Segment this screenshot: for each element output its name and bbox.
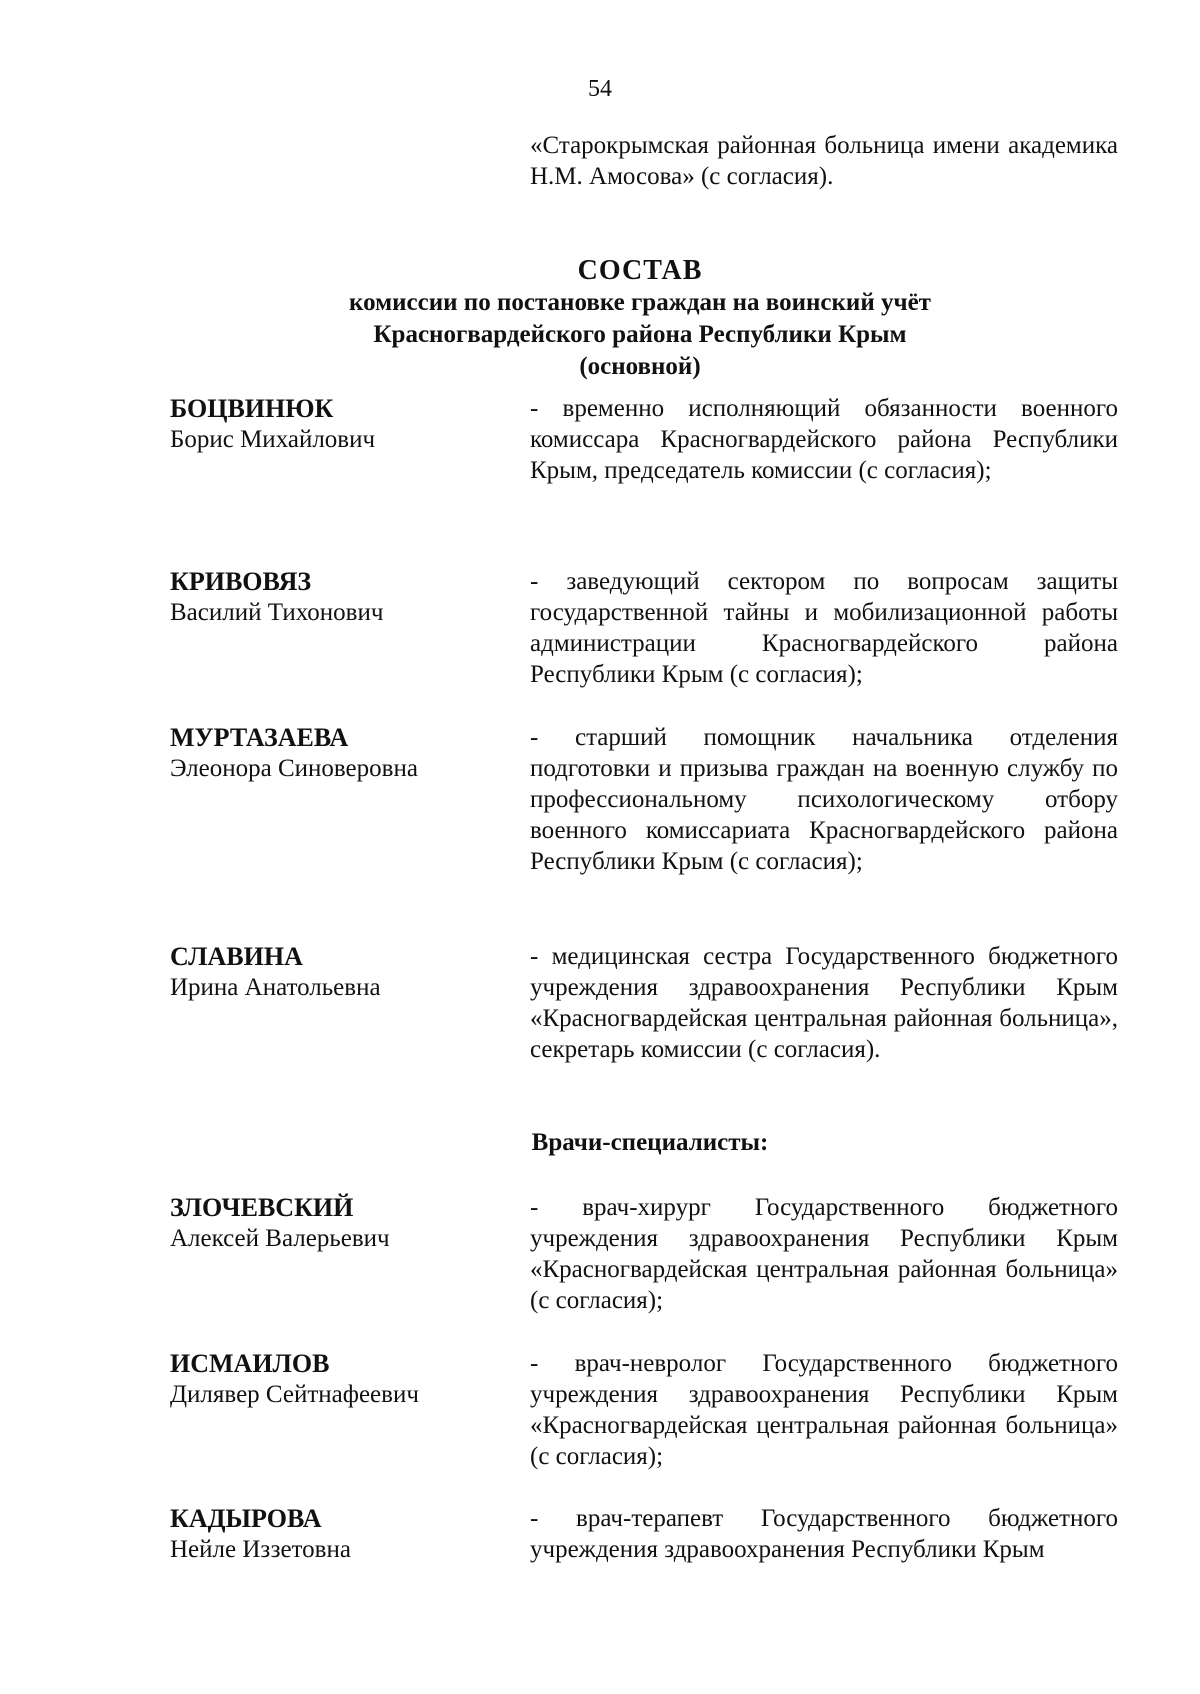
member-given-name: Элеонора Синоверовна [170,755,418,782]
document-title [160,255,1120,383]
member-surname: БОЦВИНЮК [170,394,334,423]
specialist-role: - врач-хирург Государственного бюджетного учреждения здравоохранения Республики Крым «Красногвардейская центральная районная больница» (с согласия); [530,1194,1118,1314]
member-role: - временно исполняющий обязанности военного комиссара Красногвардейского района Республики Крым, председатель комиссии (с согласия); [530,395,1118,484]
page-number: 54 [588,76,612,102]
specialist-role: - врач-терапевт Государственного бюджетного учреждения здравоохранения Республики Крым [530,1505,1118,1563]
continuation-text: «Старокрымская районная больница имени академика Н.М. Амосова» (с согласия). [530,132,1118,190]
member-given-name: Василий Тихонович [170,599,384,626]
specialist-given-name: Нейле Иззетовна [170,1536,351,1563]
specialist-role: - врач-невролог Государственного бюджетного учреждения здравоохранения Республики Крым «Красногвардейская центральная районная больница» (с согласия); [530,1350,1118,1470]
specialist-given-name: Дилявер Сейтнафеевич [170,1381,419,1408]
title-main: СОСТАВ [577,255,703,286]
member-name [170,941,500,1003]
member-given-name: Борис Михайлович [170,426,376,453]
section-heading-specialists: Врачи-специалисты: [531,1129,769,1156]
title-line-1: комиссии по постановке граждан на воинский учёт [349,289,931,316]
specialist-surname: ИСМАИЛОВ [170,1349,330,1378]
member-name [170,722,500,784]
member-name [170,393,500,455]
member-given-name: Ирина Анатольевна [170,974,381,1001]
specialist-name [170,1348,500,1410]
title-line-3: (основной) [579,353,701,380]
member-role: - старший помощник начальника отделения подготовки и призыва граждан на военную службу по профессиональному психологическому отбору военного комиссариата Красногвардейского района Республики Крым (с согласия); [530,724,1118,875]
specialist-name [170,1192,500,1254]
specialist-name [170,1503,500,1565]
member-role: - заведующий сектором по вопросам защиты государственной тайны и мобилизационной работы администрации Красногвардейского района Республики Крым (с согласия); [530,568,1118,688]
specialist-surname: КАДЫРОВА [170,1504,322,1533]
member-name [170,566,500,628]
member-surname: КРИВОВЯЗ [170,567,312,596]
member-surname: МУРТАЗАЕВА [170,723,349,752]
member-surname: СЛАВИНА [170,942,303,971]
specialist-surname: ЗЛОЧЕВСКИЙ [170,1193,354,1222]
title-line-2: Красногвардейского района Республики Крым [373,321,907,348]
member-role: - медицинская сестра Государственного бюджетного учреждения здравоохранения Республики Крым «Красногвардейская центральная районная больница», секретарь комиссии (с согласия). [530,943,1118,1063]
specialist-given-name: Алексей Валерьевич [170,1225,390,1252]
